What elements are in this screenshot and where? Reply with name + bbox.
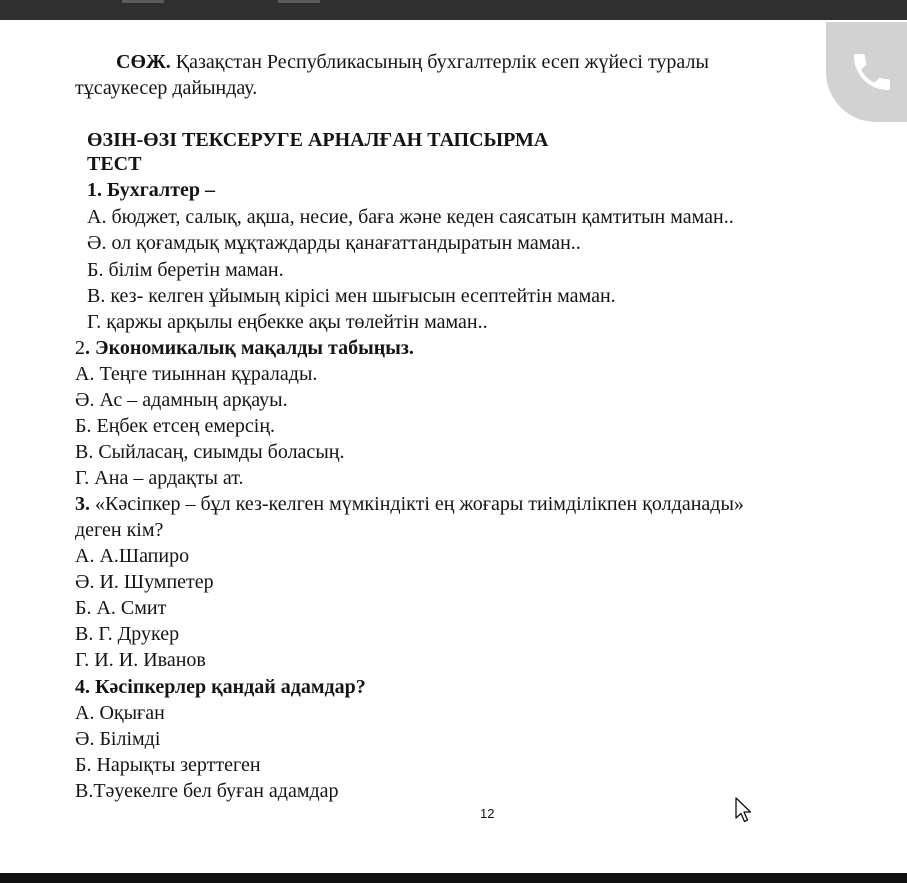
question-3-option: Г. И. И. Иванов bbox=[75, 649, 206, 671]
mouse-pointer-icon bbox=[734, 797, 752, 823]
question-1-option: А. бюджет, салық, ақша, несие, баға және кеден саясатын қамтитын маман.. bbox=[87, 206, 734, 228]
task-label: СӨЖ. bbox=[116, 51, 171, 73]
question-3-line-2: деген кім? bbox=[75, 519, 164, 541]
question-2-option: А. Теңге тиыннан құралады. bbox=[75, 363, 318, 385]
question-2-text: . Экономикалық мақалды табыңыз. bbox=[85, 337, 414, 359]
question-2-option: Б. Еңбек етсең емерсің. bbox=[75, 415, 276, 437]
test-title: ТЕСТ bbox=[87, 153, 142, 175]
question-1: 1. Бухгалтер – bbox=[87, 179, 216, 201]
task-text-1: Қазақстан Республикасының бухгалтерлік есеп жүйесі туралы bbox=[170, 51, 709, 73]
question-1-option: Ә. ол қоғамдық мұқтаждарды қанағаттандыратын маман.. bbox=[87, 232, 581, 254]
question-2-number: 2 bbox=[75, 337, 85, 359]
task-line-1 bbox=[116, 50, 709, 74]
question-2-option: В. Сыйласаң, сиымды боласың. bbox=[75, 441, 345, 463]
question-3-line-1 bbox=[75, 492, 869, 516]
question-1-option: Б. білім беретін маман. bbox=[87, 259, 284, 281]
question-3-option: Б. А. Смит bbox=[75, 597, 167, 619]
question-4-option: В.Тәуекелге бел буған адамдар bbox=[75, 780, 339, 802]
question-4-option: Ә. Білімді bbox=[75, 728, 161, 750]
question-2-option: Г. Ана – ардақты ат. bbox=[75, 467, 244, 489]
question-3-option: А. А.Шапиро bbox=[75, 545, 190, 567]
question-2-option: Ә. Ас – адамның арқауы. bbox=[75, 389, 288, 411]
question-3-option: Ә. И. Шумпетер bbox=[75, 571, 214, 593]
question-4-option: А. Оқыған bbox=[75, 702, 165, 724]
question-1-option: Г. қаржы арқылы еңбекке ақы төлейтін маман.. bbox=[87, 311, 488, 333]
question-1-option: В. кез- келген ұйымың кірісі мен шығысын есептейтін маман. bbox=[87, 285, 616, 307]
question-4-option: Б. Нарықты зерттеген bbox=[75, 754, 261, 776]
section-title: ӨЗІН-ӨЗІ ТЕКСЕРУГЕ АРНАЛҒАН ТАПСЫРМА bbox=[87, 129, 549, 151]
question-2 bbox=[75, 336, 414, 360]
task-line-2: тұсаукесер дайындау. bbox=[75, 77, 258, 99]
question-3-text: «Кәсіпкер – бұл кез-келген мүмкіндікті ең жоғары тиімділікпен қолданады» bbox=[90, 493, 744, 515]
bottom-bar bbox=[0, 873, 907, 883]
question-3-option: В. Г. Друкер bbox=[75, 623, 180, 645]
question-3-number: 3. bbox=[75, 493, 90, 515]
page-number: 12 bbox=[480, 806, 495, 821]
question-4: 4. Кәсіпкерлер қандай адамдар? bbox=[75, 676, 366, 698]
